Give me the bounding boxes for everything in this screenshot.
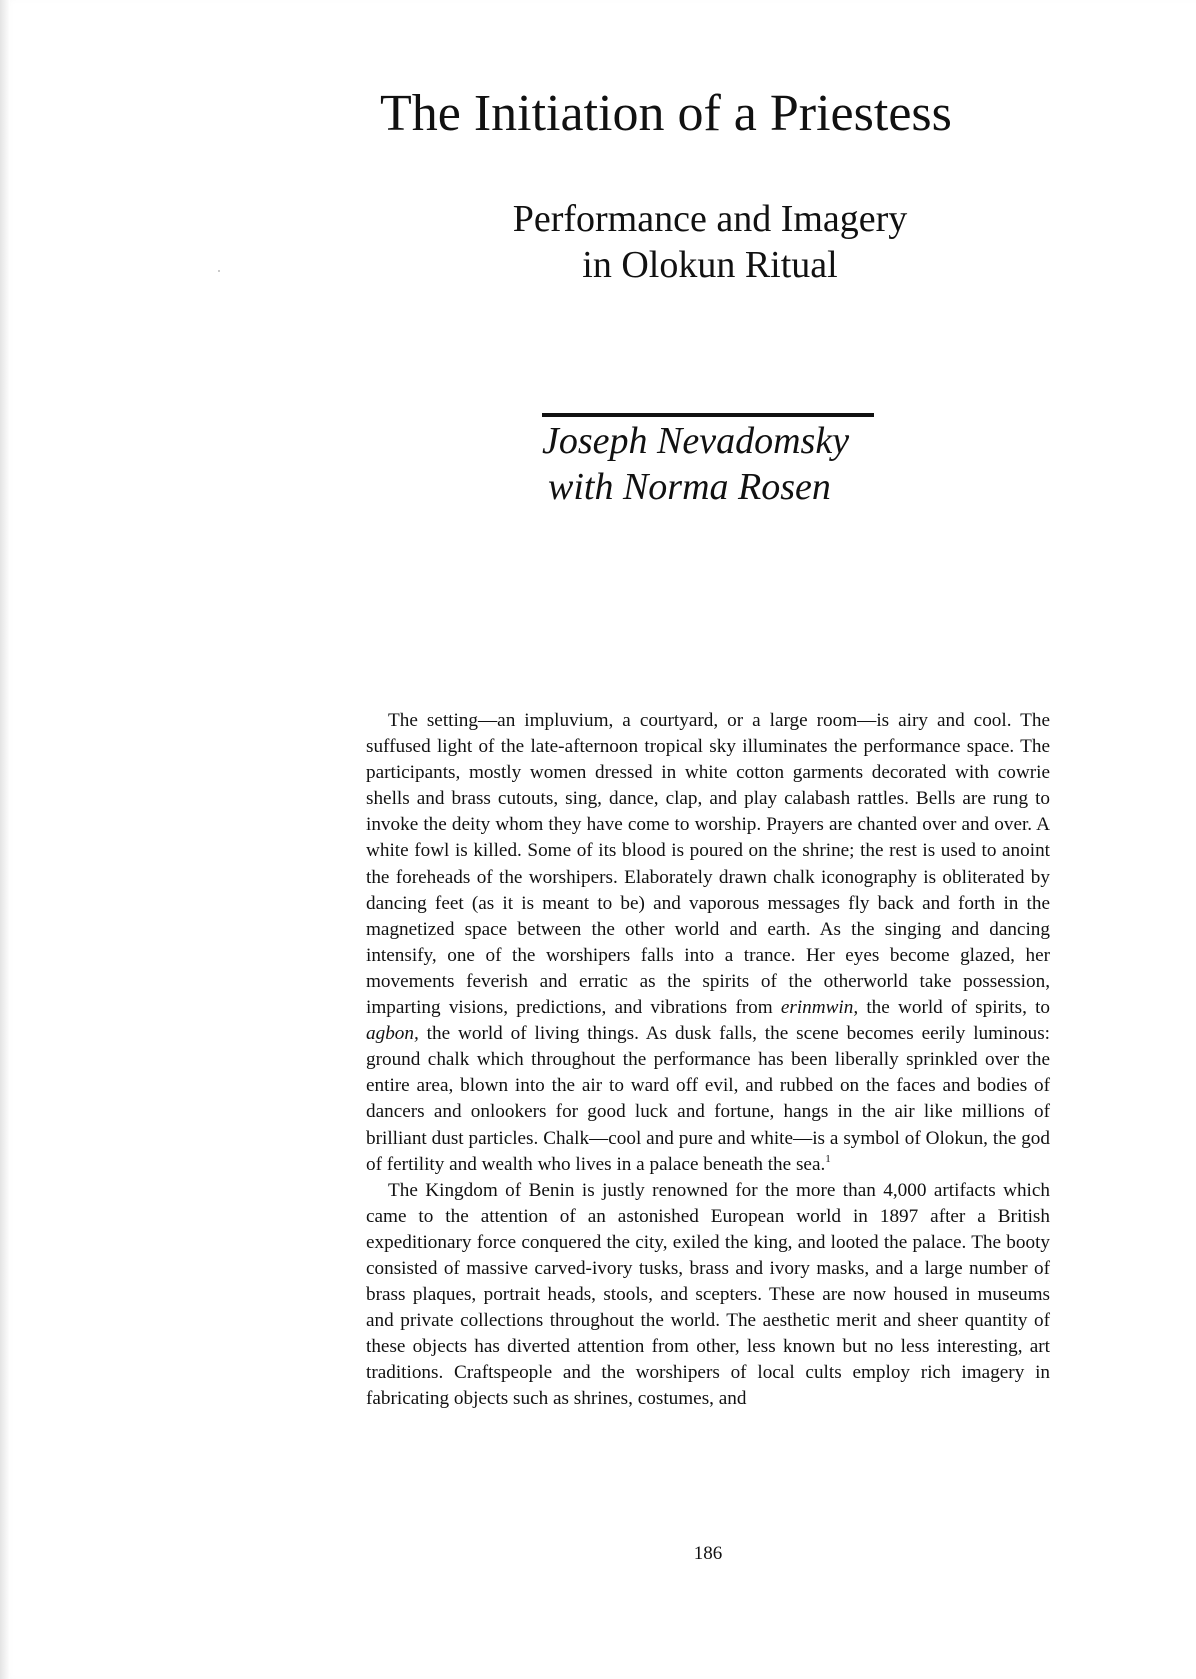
article-subtitle: [440, 196, 980, 288]
paragraph-1-text-c: the world of living things. As dusk falls, the scene becomes eerily luminous: ground chalk which throughout the performance has been liberally sprinkled over the entire area, blown into the air to ward off evil, and rubbed on the faces and bodies of dancers and onlookers for good luck and fortune, hangs in the air like millions of brilliant dust particles. Chalk—cool and pure and white—is a symbol of Olokun, the god of fertility and wealth who lives in a palace beneath the sea.: [366, 1023, 1050, 1175]
footnote-marker: 1: [825, 1152, 831, 1165]
author-line-2: with Norma Rosen: [548, 466, 831, 508]
paragraph-2: The Kingdom of Benin is justly renowned for the more than 4,000 artifacts which came to the attention of an astonished European world in 1897 after a British expeditionary force conquered the city, exiled the king, and looted the palace. The booty consisted of massive carved-ivory tusks, brass and ivory masks, and a large number of brass plaques, portrait heads, stools, and scepters. These are now housed in museums and private collections throughout the world. The aesthetic merit and sheer quantity of these objects has diverted attention from other, less known but no less interesting, art traditions. Craftspeople and the worshipers of local cults employ rich imagery in fabricating objects such as shrines, costumes, and: [366, 1179, 1050, 1410]
article-title: The Initiation of a Priestess: [380, 85, 952, 142]
paragraph-1-text-a: The setting—an impluvium, a courtyard, or a large room—is airy and cool. The suffused light of the late-afternoon tropical sky illuminates the performance space. The participants, mostly women dressed in white cotton garments decorated with cowrie shells and brass cutouts, sing, dance, clap, and play calabash rattles. Bells are rung to invoke the deity whom they have come to worship. Prayers are chanted over and over. A white fowl is killed. Some of its blood is poured on the shrine; the rest is used to anoint the foreheads of the worshipers. Elaborately drawn chalk iconography is obliterated by dancing feet (as it is meant to be) and vaporous messages fly back and forth in the magnetized space between the other world and earth. As the singing and dancing intensify, one of the worshipers falls into a trance. Her eyes become glazed, her movements feverish and erratic as the spirits of the otherworld take possession, imparting visions, predictions, and vibrations from: [366, 710, 1050, 1019]
page-edge-shadow: [0, 0, 10, 1679]
body-text: [366, 708, 1050, 1413]
page-number: 186: [693, 1543, 723, 1564]
subtitle-line-2: in Olokun Ritual: [582, 244, 838, 286]
author-block: [542, 418, 922, 510]
scan-speck: [218, 270, 220, 272]
paragraph-1: [366, 708, 1050, 1178]
paragraph-1-text-b: the world of spirits, to: [858, 997, 1051, 1019]
term-agbon: agbon,: [366, 1023, 419, 1045]
term-erinmwin: erinmwin,: [780, 997, 859, 1019]
subtitle-line-1: Performance and Imagery: [512, 198, 908, 240]
author-line-1: Joseph Nevadomsky: [542, 420, 850, 462]
author-rule: [542, 413, 874, 417]
